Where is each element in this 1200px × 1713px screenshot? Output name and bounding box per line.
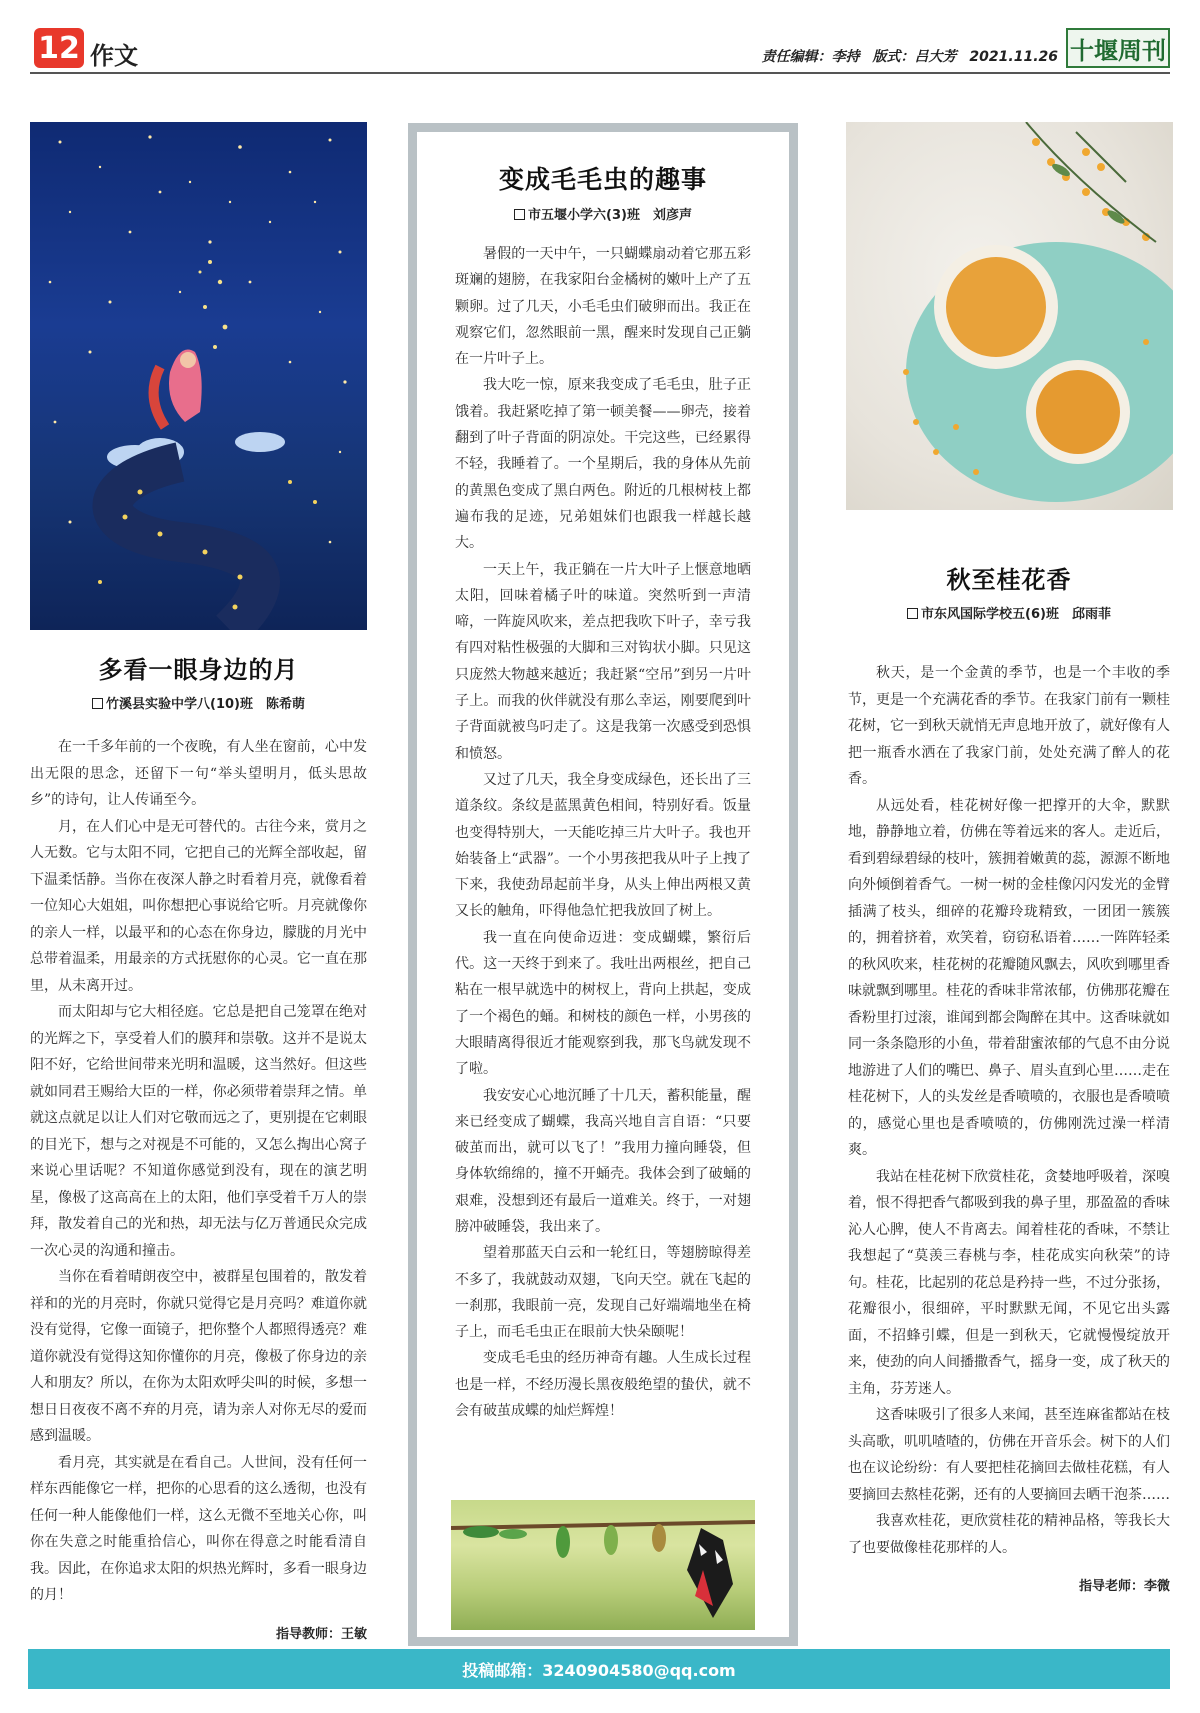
middle-article [455, 160, 751, 1424]
byline-box-icon [907, 608, 918, 619]
left-paragraph: 在一千多年前的一个夜晚，有人坐在窗前，心中发出无限的思念，还留下一句“举头望明月，低头思故乡”的诗句，让人传诵至今。 [30, 739, 367, 808]
newspaper-logo: 十堰周刊 [1066, 28, 1170, 68]
byline-box-icon [92, 698, 103, 709]
right-article-byline [848, 603, 1170, 622]
page-number: 12 [34, 28, 84, 68]
right-article-body [848, 660, 1170, 1561]
submission-email[interactable]: 投稿邮箱：3240904580@qq.com [462, 1660, 736, 1680]
osmanthus-photo-svg [846, 122, 1173, 510]
middle-article-body [455, 241, 751, 1424]
butterfly-lifecycle-photo [451, 1500, 755, 1630]
section-title: 作文 [90, 42, 138, 70]
left-article-title: 多看一眼身边的月 [98, 655, 299, 684]
layout-credit: 版式：吕大芳 [872, 49, 957, 65]
right-article-title: 秋至桂花香 [946, 565, 1072, 594]
left-paragraph: 看月亮，其实就是在看自己。人世间，没有任何一样东西能像它一样，把你的心思看的这么透彻，也没有任何一种人能像他们一样，这么无微不至地关心你，叫你在失意之时能重拾信心，叫你在得意之时能看清自我。因此，在你追求太阳的炽热光辉时，多看一眼身边的月！ [30, 1454, 367, 1603]
middle-article-title: 变成毛毛虫的趣事 [498, 165, 707, 194]
moon-illustration-svg [30, 122, 367, 630]
middle-article-frame [408, 123, 798, 1646]
header-divider [30, 72, 1170, 74]
left-article-byline [30, 693, 367, 712]
middle-article-byline [455, 204, 751, 223]
editor-credit: 责任编辑：李持 [761, 49, 860, 65]
left-paragraph: 当你在看着晴朗夜空中，被群星包围着的，散发着祥和的光的月亮时，你就只觉得它是月亮吗？难道你就没有觉得，它像一面镜子，把你整个人都照得透亮？难道你就没有觉得这知你懂你的月亮，像极了你身边的亲人和朋友？所以，在你为太阳欢呼尖叫的时候，多想一想日日夜夜不离不弃的月亮，请为亲人对你无尽的爱而感到温暖。 [30, 1269, 367, 1444]
editorial-credits [754, 46, 1058, 66]
right-paragraph: 我喜欢桂花，更欣赏桂花的精神品格，等我长大了也要做像桂花那样的人。 [848, 1513, 1170, 1556]
left-byline-text: 竹溪县实验中学八(10)班 陈希萌 [106, 697, 305, 712]
issue-date: 2021.11.26 [969, 49, 1058, 65]
submission-email-bar [28, 1649, 1170, 1689]
middle-byline-text: 市五堰小学六(3)班 刘彦声 [528, 208, 692, 223]
middle-paragraph: 我一直在向使命迈进：变成蝴蝶，繁衍后代。这一天终于到来了。我吐出两根丝，把自己粘在一根早就选中的树杈上，背向上拱起，变成了一个褐色的蛹。和树枝的颜色一样，小男孩的大眼睛离得很近才能观察到我，那飞鸟就发现不了啦。 [455, 929, 751, 1078]
left-paragraph: 月，在人们心中是无可替代的。古往今来，赏月之人无数。它与太阳不同，它把自己的光辉全部收起，留下温柔恬静。当你在夜深人静之时看着月亮，就像看着一位知心大姐姐，叫你想把心事说给它听。月亮就像你的亲人一样，以最平和的心态在你身边，朦胧的月光中总带着温柔，用最亲的方式抚慰你的心灵。它一直在那里，从未离开过。 [30, 818, 367, 994]
right-article [848, 560, 1170, 1594]
right-paragraph: 这香味吸引了很多人来闻，甚至连麻雀都站在枝头高歌，叽叽喳喳的，仿佛在开音乐会。树下的人们也在议论纷纷：有人要把桂花摘回去做桂花糕，有人要摘回去熬桂花粥，还有的人要摘回去晒干泡茶…… [848, 1407, 1170, 1503]
right-paragraph: 秋天，是一个金黄的季节，也是一个丰收的季节，更是一个充满花香的季节。在我家门前有一颗桂花树，它一到秋天就悄无声息地开放了，就好像有人把一瓶香水洒在了我家门前，处处充满了醉人的花香。 [848, 665, 1170, 787]
left-article-teacher: 指导教师：王敏 [275, 1626, 367, 1642]
moon-girl-illustration [30, 122, 367, 630]
byline-box-icon [514, 209, 525, 220]
middle-paragraph: 望着那蓝天白云和一轮红日，等翅膀晾得差不多了，我就鼓动双翅，飞向天空。就在飞起的一刹那，我眼前一亮，发现自己好端端地坐在椅子上，而毛毛虫正在眼前大快朵颐呢！ [455, 1245, 751, 1341]
left-paragraph: 而太阳却与它大相径庭。它总是把自己笼罩在绝对的光辉之下，享受着人们的膜拜和崇敬。这并不是说太阳不好，它给世间带来光明和温暖，这当然好。但这些就如同君王赐给大臣的一样，你必须带着崇拜之情。单就这点就足以让人们对它敬而远之了，更别提在它刺眼的目光下，想与之对视是不可能的，又怎么掏出心窝子来说心里话呢？不知道你感觉到没有，现在的演艺明星，像极了这高高在上的太阳，他们享受着千万人的崇拜，散发着自己的光和热，却无法与亿万普通民众完成一次心灵的沟通和撞击。 [30, 1004, 367, 1259]
middle-paragraph: 又过了几天，我全身变成绿色，还长出了三道条纹。条纹是蓝黑黄色相间，特别好看。饭量也变得特别大，一天能吃掉三片大叶子。我也开始装备上“武器”。一个小男孩把我从叶子上拽了下来，我使劲昂起前半身，从头上伸出两根又黄又长的触角，吓得他急忙把我放回了树上。 [455, 771, 751, 920]
middle-paragraph: 变成毛毛虫的经历神奇有趣。人生成长过程也是一样，不经历漫长黑夜般绝望的蛰伏，就不会有破茧成蝶的灿烂辉煌！ [455, 1350, 751, 1420]
right-byline-text: 市东风国际学校五(6)班 邱雨菲 [921, 607, 1111, 622]
left-article [30, 650, 367, 1642]
middle-paragraph: 我大吃一惊，原来我变成了毛毛虫，肚子正饿着。我赶紧吃掉了第一顿美餐——卵壳，接着翻到了叶子背面的阴凉处。干完这些，已经累得不轻，我睡着了。一个星期后，我的身体从先前的黄黑色变成了黑白两色。附近的几根树枝上都遍布我的足迹，兄弟姐妹们也跟我一样越长越大。 [455, 377, 751, 552]
middle-paragraph: 我安安心心地沉睡了十几天，蓄积能量，醒来已经变成了蝴蝶，我高兴地自言自语：“只要破茧而出，就可以飞了！”我用力撞向睡袋，但身体软绵绵的，撞不开蛹壳。我体会到了破蛹的艰难，没想到还有最后一道难关。终于，一对翅膀冲破睡袋，我出来了。 [455, 1087, 751, 1235]
right-paragraph: 我站在桂花树下欣赏桂花，贪婪地呼吸着，深嗅着，恨不得把香气都吸到我的鼻子里，那盈盈的香味沁人心脾，使人不肯离去。闻着桂花的香味，不禁让我想起了“莫羡三春桃与李，桂花成实向秋荣”的诗句。桂花，比起别的花总是矜持一些，不过分张扬，花瓣很小，很细碎，平时默默无闻，不见它出头露面，不招蜂引蝶，但是一到秋天，它就慢慢绽放开来，使劲的向人间播撒香气，摇身一变，成了秋天的主角，芬芳迷人。 [848, 1168, 1170, 1397]
middle-paragraph: 暑假的一天中午，一只蝴蝶扇动着它那五彩斑斓的翅膀，在我家阳台金橘树的嫩叶上产了五颗卵。过了几天，小毛毛虫们破卵而出。我正在观察它们，忽然眼前一黑，醒来时发现自己正躺在一片叶子上。 [455, 246, 751, 368]
left-article-body [30, 734, 367, 1609]
butterfly-photo-svg [451, 1500, 755, 1630]
right-article-teacher: 指导老师：李微 [1078, 1579, 1170, 1594]
right-paragraph: 从远处看，桂花树好像一把撑开的大伞，默默地，静静地立着，仿佛在等着远来的客人。走近后，看到碧绿碧绿的枝叶，簇拥着嫩黄的蕊，源源不断地向外倾倒着香气。一树一树的金桂像闪闪发光的金臂插满了枝头，细碎的花瓣玲珑精致，一团团一簇簇的，拥着挤着，欢笑着，窃窃私语着……一阵阵轻柔的秋风吹来，桂花树的花瓣随风飘去，风吹到哪里香味就飘到哪里。桂花的香味非常浓郁，仿佛那花瓣在香粉里打过滚，谁闻到都会陶醉在其中。这香味就如同一条条隐形的小鱼，带着甜蜜浓郁的气息不由分说地游进了人们的嘴巴、鼻子、眉头直到心里……走在桂花树下，人的头发丝是香喷喷的，衣服也是香喷喷的，感觉心里也是香喷喷的，仿佛刚洗过澡一样清爽。 [848, 797, 1170, 1158]
osmanthus-photo [846, 122, 1173, 510]
middle-paragraph: 一天上午，我正躺在一片大叶子上惬意地晒太阳，回味着橘子叶的味道。突然听到一声清啼，一阵旋风吹来，差点把我吹下叶子，幸亏我有四对粘性极强的大脚和三对钩状小脚。只见这只庞然大物越来越近；我赶紧“空吊”到另一片叶子上。而我的伙伴就没有那么幸运，刚要爬到叶子背面就被鸟叼走了。这是我第一次感受到恐惧和愤怒。 [455, 561, 751, 762]
